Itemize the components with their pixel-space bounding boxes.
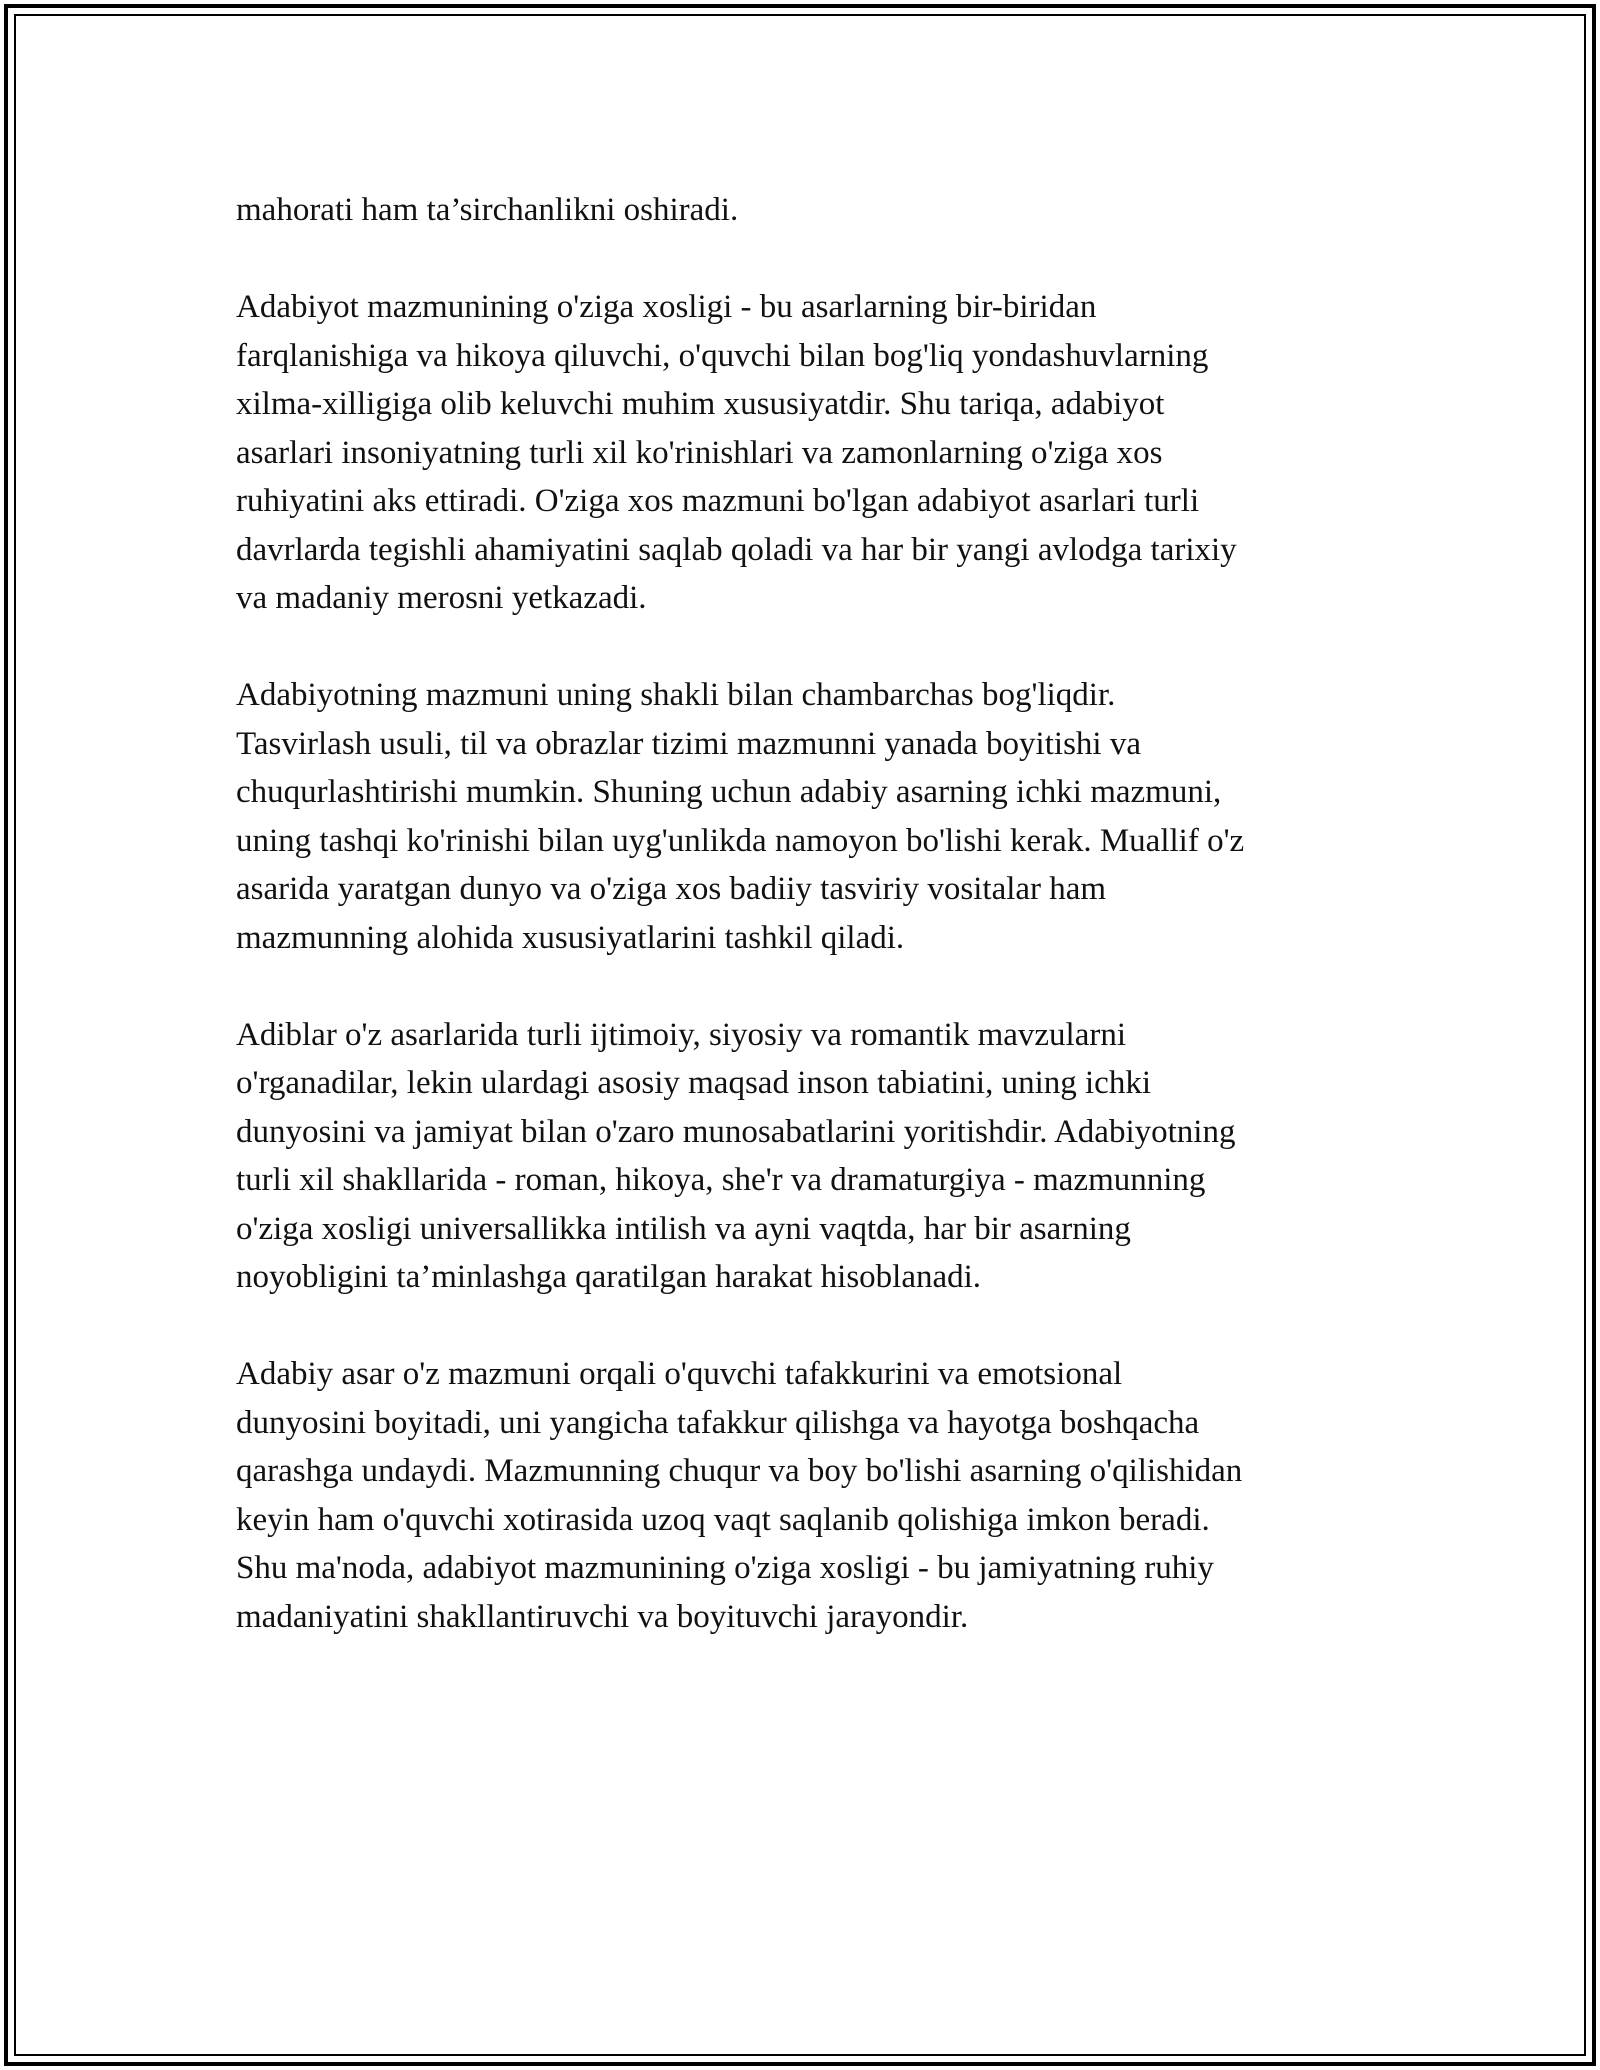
text-line: dunyosini boyitadi, uni yangicha tafakkur qilishga va hayotga boshqacha <box>236 1404 1200 1441</box>
paragraph-2 <box>236 283 1376 623</box>
text-line: Shu ma'noda, adabiyot mazmunining o'ziga xosligi - bu jamiyatning ruhiy <box>236 1550 1214 1586</box>
text-line: Adabiyotning mazmuni uning shakli bilan chambarchas bog'liqdir. <box>236 677 1116 713</box>
text-line: farqlanishiga va hikoya qiluvchi, o'quvchi bilan bog'liq yondashuvlarning <box>236 337 1209 374</box>
paragraph-5 <box>236 1350 1376 1641</box>
text-line: Adabiyot mazmunining o'ziga xosligi - bu asarlarning bir-biridan <box>236 289 1097 325</box>
text-line: qarashga undaydi. Mazmunning chuqur va boy bo'lishi asarning o'qilishidan <box>236 1453 1243 1489</box>
text-line: madaniyatini shakllantiruvchi va boyituvchi jarayondir. <box>236 1598 969 1635</box>
text-line: o'ziga xosligi universallikka intilish va ayni vaqtda, har bir asarning <box>236 1210 1131 1247</box>
paragraph-4 <box>236 1011 1376 1302</box>
text-line: mahorati ham ta’sirchanlikni oshiradi. <box>236 192 739 228</box>
text-line: Adabiy asar o'z mazmuni orqali o'quvchi tafakkurini va emotsional <box>236 1356 1123 1392</box>
text-line: noyobligini ta’minlashga qaratilgan harakat hisoblanadi. <box>236 1259 982 1295</box>
text-line: asarlari insoniyatning turli xil ko'rinishlari va zamonlarning o'ziga xos <box>236 434 1163 471</box>
text-line: davrlarda tegishli ahamiyatini saqlab qoladi va har bir yangi avlodga tarixiy <box>236 531 1237 568</box>
text-line: xilma-xilligiga olib keluvchi muhim xususiyatdir. Shu tariqa, adabiyot <box>236 386 1165 422</box>
text-line: asarida yaratgan dunyo va o'ziga xos badiiy tasviriy vositalar ham <box>236 871 1107 907</box>
text-line: Tasvirlash usuli, til va obrazlar tizimi mazmunni yanada boyitishi va <box>236 725 1141 762</box>
text-line: dunyosini va jamiyat bilan o'zaro munosabatlarini yoritishdir. Adabiyotning <box>236 1113 1236 1150</box>
text-line: chuqurlashtirishi mumkin. Shuning uchun adabiy asarning ichki mazmuni, <box>236 774 1222 810</box>
text-line: turli xil shakllarida - roman, hikoya, she'r va dramaturgiya - mazmunning <box>236 1162 1206 1198</box>
document-body <box>236 186 1376 1690</box>
text-line: o'rganadilar, lekin ulardagi asosiy maqsad inson tabiatini, uning ichki <box>236 1065 1151 1101</box>
text-line: uning tashqi ko'rinishi bilan uyg'unlikda namoyon bo'lishi kerak. Muallif o'z <box>236 822 1245 859</box>
text-line: keyin ham o'quvchi xotirasida uzoq vaqt saqlanib qolishiga imkon beradi. <box>236 1501 1210 1538</box>
text-line: ruhiyatini aks ettiradi. O'ziga xos mazmuni bo'lgan adabiyot asarlari turli <box>236 483 1200 519</box>
text-line: va madaniy merosni yetkazadi. <box>236 580 647 616</box>
paragraph-3 <box>236 671 1376 962</box>
text-line: Adiblar o'z asarlarida turli ijtimoiy, siyosiy va romantik mavzularni <box>236 1016 1127 1053</box>
paragraph-1 <box>236 186 1376 235</box>
text-line: mazmunning alohida xususiyatlarini tashkil qiladi. <box>236 919 905 956</box>
